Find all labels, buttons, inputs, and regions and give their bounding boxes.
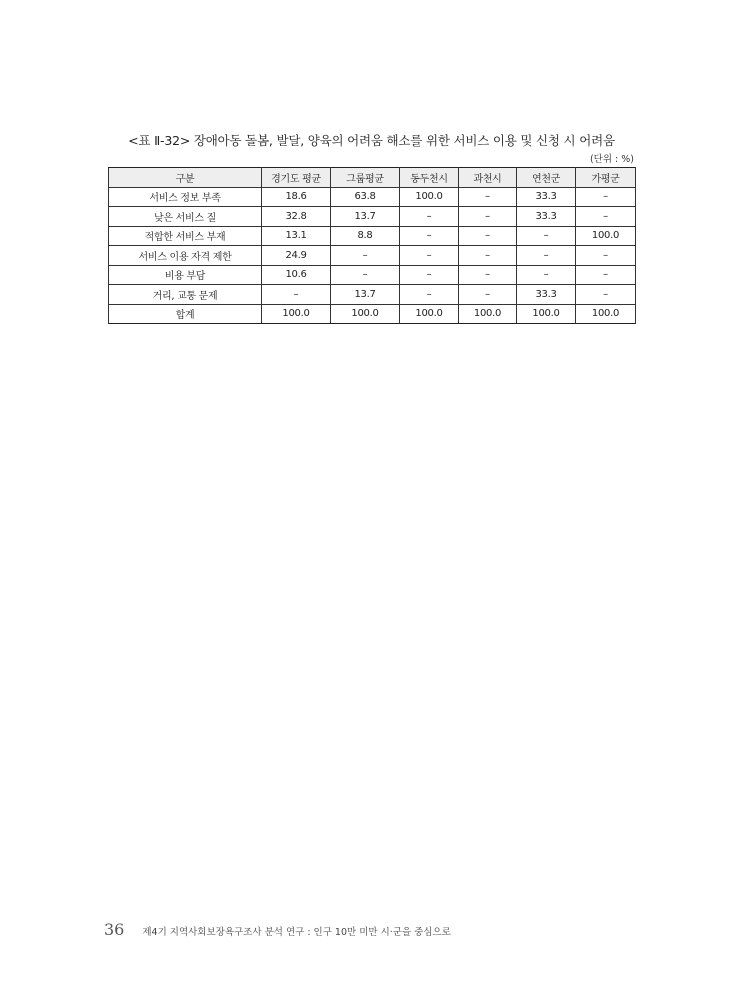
table-row — [109, 226, 636, 246]
table-cell: 33.3 — [517, 207, 576, 227]
table-cell: – — [262, 285, 331, 305]
table-cell: – — [576, 187, 636, 207]
row-label: 합계 — [109, 304, 262, 324]
table-cell: – — [400, 246, 459, 266]
table-row — [109, 285, 636, 305]
row-label: 서비스 정보 부족 — [109, 187, 262, 207]
table-cell: 100.0 — [576, 304, 636, 324]
table-cell: 100.0 — [576, 226, 636, 246]
unit-label: (단위 : %) — [589, 154, 634, 165]
column-header: 가평군 — [576, 168, 636, 188]
table-cell: 100.0 — [262, 304, 331, 324]
column-header: 구분 — [109, 168, 262, 188]
table-caption: <표 Ⅱ-32> 장애아동 돌봄, 발달, 양육의 어려움 해소를 위한 서비스 이용 및 신청 시 어려움 — [128, 133, 615, 148]
row-label: 낮은 서비스 질 — [109, 207, 262, 227]
table-row — [109, 265, 636, 285]
table-cell: 63.8 — [331, 187, 400, 207]
data-table — [108, 167, 636, 324]
row-label: 적합한 서비스 부재 — [109, 226, 262, 246]
table-cell: – — [459, 187, 517, 207]
table-cell: – — [400, 226, 459, 246]
table-cell: 100.0 — [400, 187, 459, 207]
table-cell: 100.0 — [517, 304, 576, 324]
column-header: 경기도 평균 — [262, 168, 331, 188]
table-cell: – — [400, 285, 459, 305]
row-label: 서비스 이용 자격 제한 — [109, 246, 262, 266]
table-cell: 33.3 — [517, 187, 576, 207]
table-cell: 24.9 — [262, 246, 331, 266]
page-footer — [104, 920, 451, 939]
table-cell: 13.7 — [331, 285, 400, 305]
table-cell: – — [576, 285, 636, 305]
table-total-row — [109, 304, 636, 324]
table-cell: – — [459, 246, 517, 266]
running-title: 제4기 지역사회보장욕구조사 분석 연구 : 인구 10만 미만 시·군을 중심으로 — [142, 927, 451, 938]
row-label: 거리, 교통 문제 — [109, 285, 262, 305]
table-header-row — [109, 168, 636, 188]
table-cell: 100.0 — [331, 304, 400, 324]
table-cell: – — [459, 207, 517, 227]
table-cell: – — [517, 226, 576, 246]
table-cell: 10.6 — [262, 265, 331, 285]
table-cell: – — [400, 207, 459, 227]
column-header: 동두천시 — [400, 168, 459, 188]
table-cell: 32.8 — [262, 207, 331, 227]
table-cell: 13.7 — [331, 207, 400, 227]
table-cell: 100.0 — [459, 304, 517, 324]
table-cell: – — [576, 207, 636, 227]
table-cell: 33.3 — [517, 285, 576, 305]
table-cell: – — [459, 265, 517, 285]
table-cell: 8.8 — [331, 226, 400, 246]
table-cell: – — [459, 285, 517, 305]
table-cell: – — [576, 246, 636, 266]
column-header: 연천군 — [517, 168, 576, 188]
page-number: 36 — [104, 920, 125, 939]
table-cell: – — [459, 226, 517, 246]
table-cell: 18.6 — [262, 187, 331, 207]
table-cell: – — [517, 265, 576, 285]
table-row — [109, 187, 636, 207]
column-header: 과천시 — [459, 168, 517, 188]
column-header: 그룹평균 — [331, 168, 400, 188]
table-row — [109, 207, 636, 227]
table-cell: – — [517, 246, 576, 266]
table-cell: – — [331, 246, 400, 266]
row-label: 비용 부담 — [109, 265, 262, 285]
table-cell: – — [331, 265, 400, 285]
table-cell: 100.0 — [400, 304, 459, 324]
table-cell: 13.1 — [262, 226, 331, 246]
table-row — [109, 246, 636, 266]
table-cell: – — [576, 265, 636, 285]
table-cell: – — [400, 265, 459, 285]
